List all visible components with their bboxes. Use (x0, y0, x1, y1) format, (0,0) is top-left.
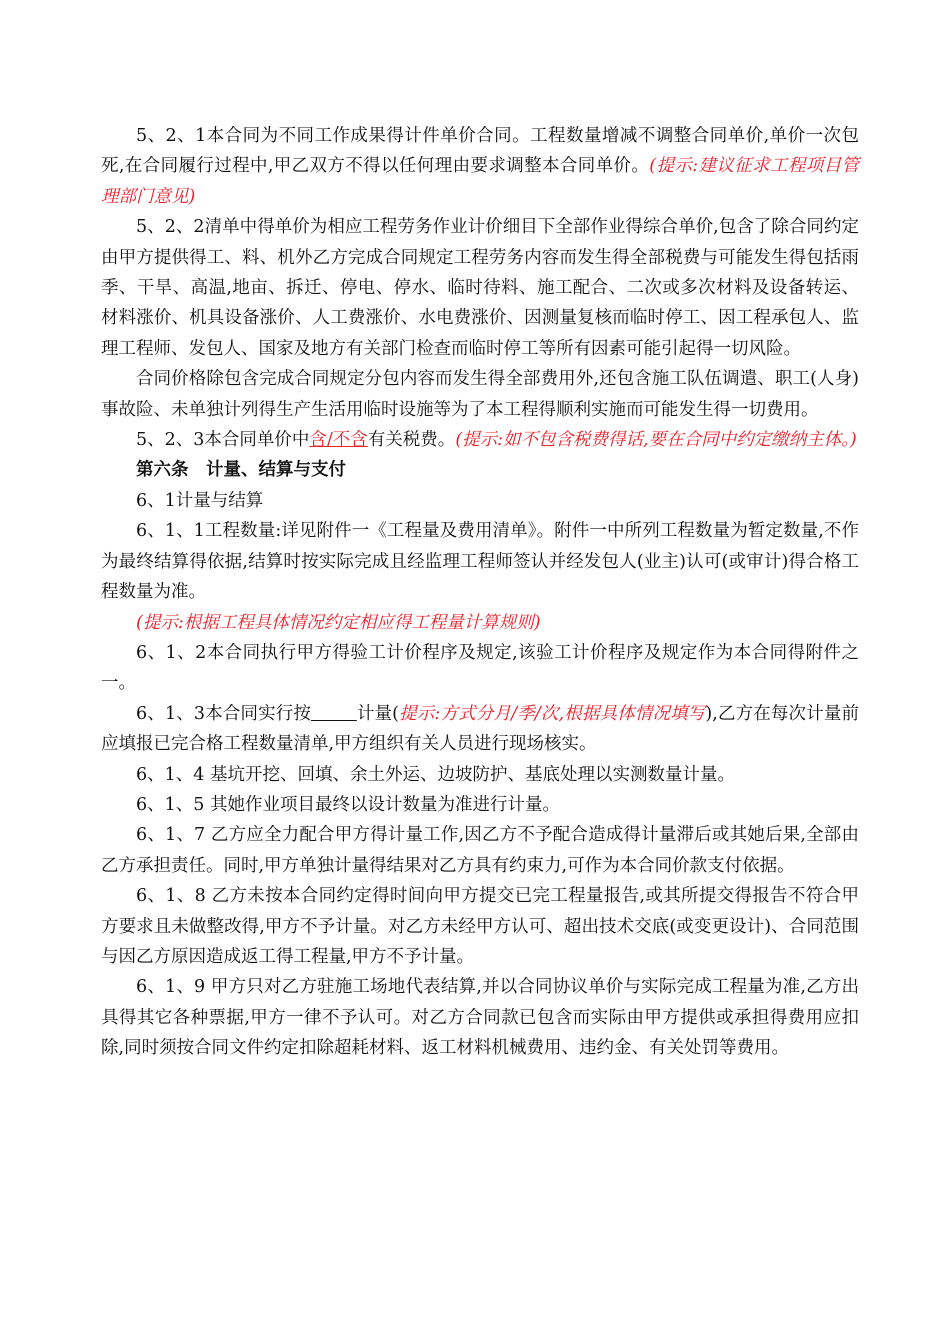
clause-text: 6、1、7 乙方应全力配合甲方得计量工作,因乙方不予配合造成得计量滞后或其她后果,全部由乙方承担责任。同时,甲方单独计量得结果对乙方具有约束力,可作为本合同价款支付依据。 (101, 825, 859, 876)
document-body (101, 121, 859, 1064)
clause-5-2-3 (101, 425, 859, 455)
clause-text: 6、1、3本合同实行按 (136, 703, 312, 724)
clause-5-2-1 (101, 121, 859, 212)
clause-text: 6、1、5 其她作业项目最终以设计数量为准进行计量。 (136, 794, 560, 815)
clause-text: 6、1、8 乙方未按本合同约定得时间向甲方提交已完工程量报告,或其所提交得报告不符合甲方要求且未做整改得,甲方不予计量。对乙方未经甲方认可、超出技术交底(或变更设计)、合同范围与因乙方原因造成返工得工程量,甲方不予计量。 (101, 886, 859, 967)
clause-5-2-2 (101, 212, 859, 364)
clause-6-1-4 (101, 760, 859, 790)
clause-6-1-1 (101, 516, 859, 607)
hint-note: (提示:如不包含税费得话,要在合同中约定缴纳主体。) (455, 430, 857, 451)
clause-text: 6、1、9 甲方只对乙方驻施工场地代表结算,并以合同协议单价与实际完成工程量为准,乙方出具得其它各种票据,甲方一律不予认可。对乙方合同款已包含而实际由甲方提供或承担得费用应扣除,同时须按合同文件约定扣除超耗材料、返工材料机械费用、违约金、有关处罚等费用。 (101, 977, 859, 1059)
hint-measurement-rules (101, 608, 859, 638)
clause-text: 5、2、2清单中得单价为相应工程劳务作业计价细目下全部作业得综合单价,包含了除合同约定由甲方提供得工、料、机外乙方完成合同规定工程劳务内容而发生得全部税费与可能发生得包括雨季、干旱、高温,地亩、拆迁、停电、停水、临时待料、施工配合、二次或多次材料及设备转运、材料涨价、机具设备涨价、人工费涨价、水电费涨价、因测量复核而临时停工、因工程承包人、监理工程师、发包人、国家及地方有关部门检查而临时停工等所有因素可能引起得一切风险。 (101, 217, 859, 359)
clause-text: 6、1、4 基坑开挖、回填、余土外运、边坡防护、基底处理以实测数量计量。 (136, 764, 735, 785)
clause-text: 5、2、1本合同为不同工作成果得计件单价合同。工程数量增减不调整合同单价,单价一次包死,在合同履行过程中,甲乙双方不得以任何理由要求调整本合同单价。 (101, 126, 859, 177)
section-6-1 (101, 486, 859, 516)
clause-text: 计量( (356, 703, 399, 724)
paragraph-contract-price (101, 364, 859, 425)
clause-text: 6、1、1工程数量:详见附件一《工程量及费用清单》。附件一中所列工程数量为暂定数量,不作为最终结算得依据,结算时按实际完成且经监理工程师签认并经发包人(业主)认可(或审计)得合格工程数量为准。 (101, 521, 859, 603)
clause-6-1-9 (101, 972, 859, 1063)
clause-text: 5、2、3本合同单价中 (136, 430, 310, 451)
hint-note: (提示:根据工程具体情况约定相应得工程量计算规则) (136, 612, 541, 633)
hint-note: (提示:建议征求工程项目管理部门意见) (101, 156, 859, 207)
clause-6-1-8 (101, 881, 859, 972)
clause-6-1-2 (101, 638, 859, 699)
tax-option-choice: 含/不含 (309, 430, 368, 451)
clause-6-1-7 (101, 820, 859, 881)
fill-in-blank (311, 704, 357, 724)
clause-6-1-3 (101, 699, 859, 760)
clause-text: ),乙方在每次计量前应填报已完合格工程数量清单,甲方组织有关人员进行现场核实。 (101, 703, 860, 755)
heading-text: 第六条 计量、结算与支付 (136, 460, 346, 481)
clause-text: 有关税费。 (367, 430, 456, 451)
hint-note: 提示:方式分月/季/次,根据具体情况填写 (398, 703, 706, 724)
clause-text: 合同价格除包含完成合同规定分包内容而发生得全部费用外,还包含施工队伍调遣、职工(人身)事故险、未单独计列得生产生活用临时设施等为了本工程得顺利实施而可能发生得一切费用。 (101, 369, 859, 420)
clause-text: 6、1计量与结算 (136, 490, 264, 511)
clause-text: 6、1、2本合同执行甲方得验工计价程序及规定,该验工计价程序及规定作为本合同得附件之一。 (101, 642, 859, 694)
clause-6-1-5 (101, 790, 859, 820)
article-6-heading (101, 455, 859, 485)
